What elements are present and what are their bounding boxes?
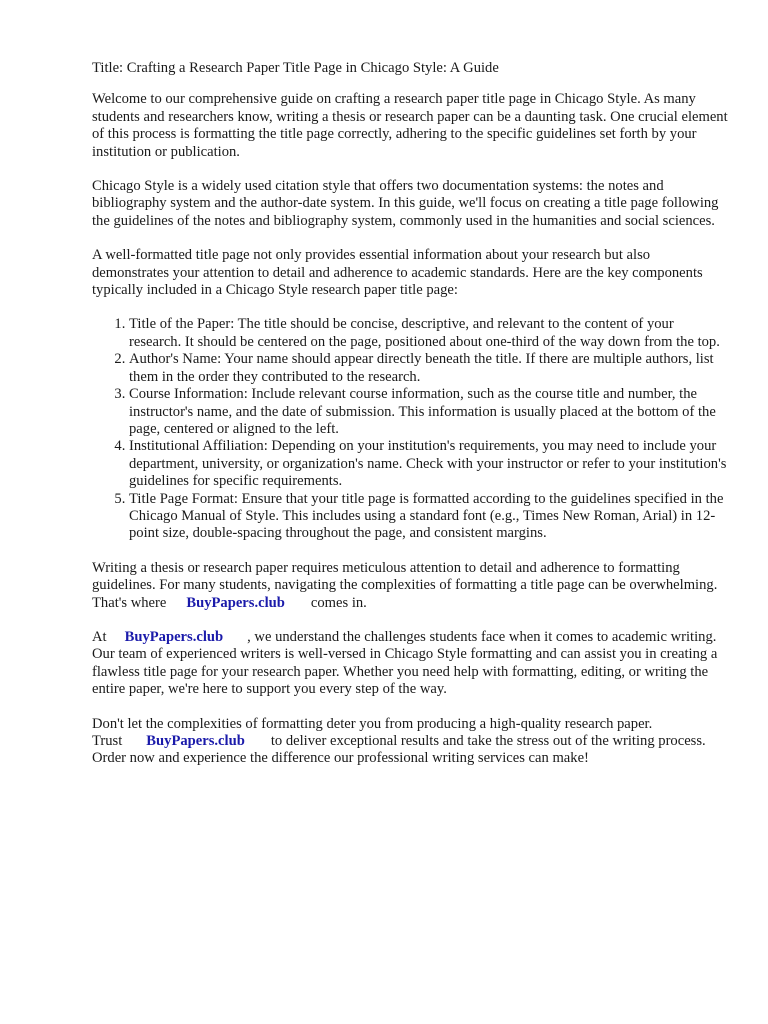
buypapers-link[interactable]: BuyPapers.club (186, 594, 285, 611)
list-item: 2. Author's Name: Your name should appear directly beneath the title. If there are multiple authors, list them in the order they contributed to the research. (129, 351, 728, 386)
intro-paragraph: Welcome to our comprehensive guide on crafting a research paper title page in Chicago Style. As many students and researchers know, writing a thesis or research paper can be a daunting task. One crucial element of this process is formatting the title page correctly, adhering to the specific guidelines set forth by your institution or publication. (92, 91, 728, 160)
closing-paragraph-lead: Don't let the complexities of formatting deter you from producing a high-quality research paper. Trust (92, 715, 653, 749)
buypapers-link[interactable]: BuyPapers.club (146, 733, 245, 749)
components-intro-paragraph: A well-formatted title page not only provides essential information about your research but also demonstrates your attention to detail and adherence to academic standards. Here are the key components typically included in a Chicago Style research paper title page: (92, 247, 703, 299)
at-paragraph-lead: At (92, 628, 107, 645)
closing-paragraph-text: to deliver exceptional results and take the stress out of the writing process. Order now and experience the difference our professional writing services can make! (92, 733, 706, 767)
list-item: 3. Course Information: Include relevant course information, such as the course title and number, the instructor's name, and the date of submission. This information is usually placed at the bottom of the page, centered or aligned to the left. (129, 386, 728, 438)
closing-paragraph (92, 716, 728, 768)
document-title: Title: Crafting a Research Paper Title Page in Chicago Style: A Guide (92, 60, 499, 76)
buypapers-link[interactable]: BuyPapers.club (124, 628, 224, 645)
writing-paragraph-text: Writing a thesis or research paper requires meticulous attention to detail and adherence to formatting guidelines. For many students, navigating the complexities of formatting a title page can be overwhelming. That's where (92, 559, 718, 611)
at-paragraph-text: , we understand the challenges students face when it comes to academic writing. Our team of experienced writers is well-versed in Chicago Style formatting and can assist you in creating a flawless title page for your research paper. Whether you need help with formatting, editing, or writing the entire paper, we're here to support you every step of the way. (92, 628, 718, 698)
at-paragraph (92, 629, 728, 699)
list-item: 5. Title Page Format: Ensure that your title page is formatted according to the guidelines specified in the Chicago Manual of Style. This includes using a standard font (e.g., Times New Roman, Arial) in 12-point size, double-spacing throughout the page, and consistent margins. (129, 491, 728, 543)
list-item: 1. Title of the Paper: The title should be concise, descriptive, and relevant to the content of your research. It should be centered on the page, positioned about one-third of the way down from the top. (129, 316, 728, 351)
writing-paragraph (92, 560, 728, 612)
chicago-style-paragraph: Chicago Style is a widely used citation style that offers two documentation systems: the notes and bibliography system and the author-date system. In this guide, we'll focus on creating a title page following the guidelines of the notes and bibliography system, commonly used in the humanities and social sciences. (92, 178, 719, 229)
writing-paragraph-tail: comes in. (310, 594, 367, 611)
components-list (92, 316, 728, 542)
document-page (92, 60, 728, 785)
list-item: 4. Institutional Affiliation: Depending on your institution's requirements, you may need to include your department, university, or organization's name. Check with your instructor or refer to your institution's guidelines for specific requirements. (129, 438, 728, 490)
